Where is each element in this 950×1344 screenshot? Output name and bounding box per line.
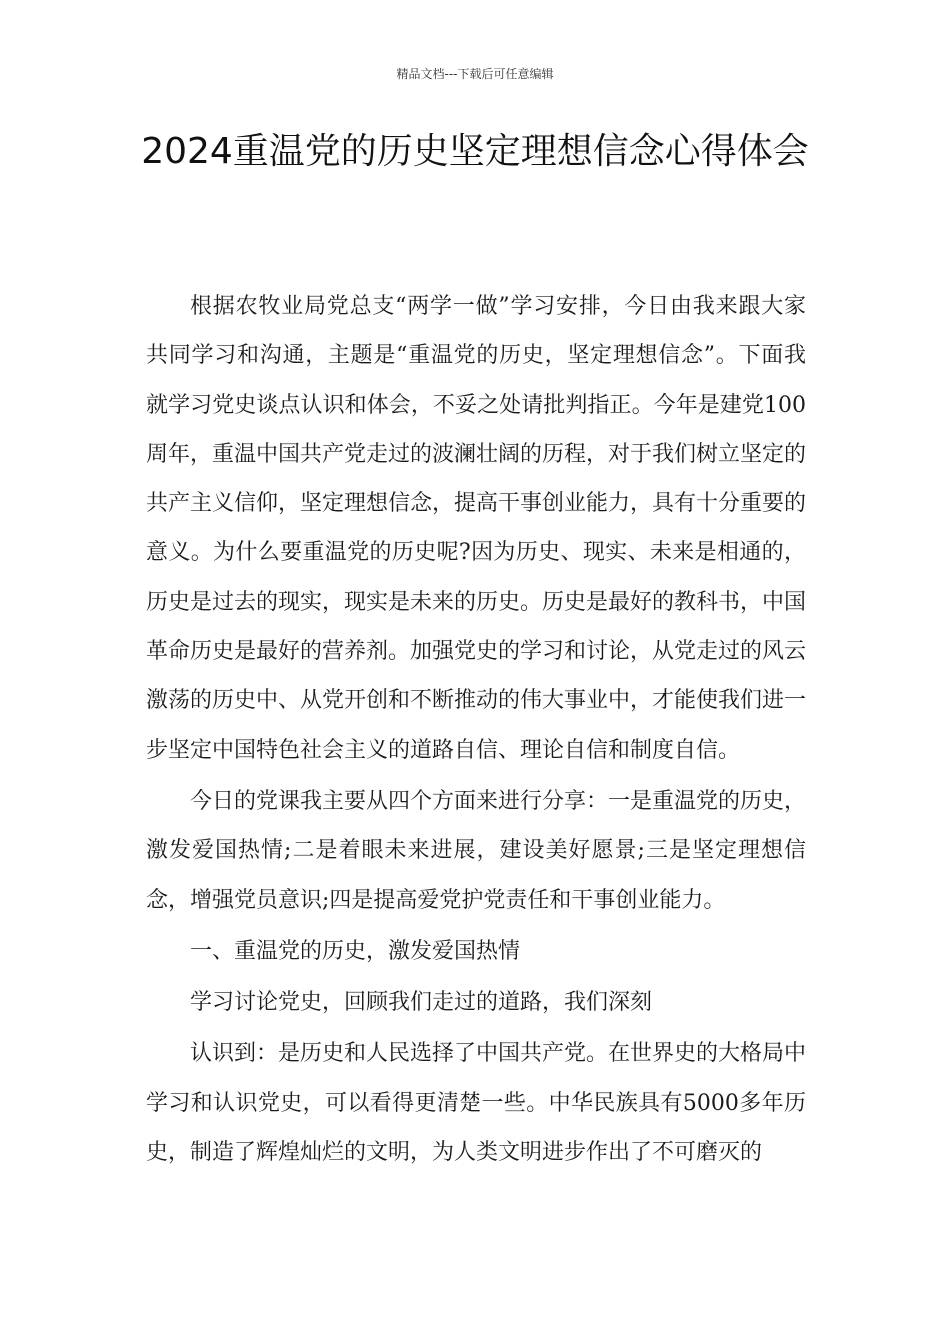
document-body bbox=[146, 282, 806, 1179]
document-title: 2024重温党的历史坚定理想信念心得体会 bbox=[141, 131, 809, 172]
page-header: 精品文档---下载后可任意编辑 bbox=[396, 67, 554, 81]
paragraph-recognition: 认识到：是历史和人民选择了中国共产党。在世界史的大格局中学习和认识党史，可以看得更清楚一些。中华民族具有5000多年历史，制造了辉煌灿烂的文明，为人类文明进步作出了不可磨灭的 bbox=[146, 1041, 807, 1166]
paragraph-intro: 根据农牧业局党总支“两学一做”学习安排，今日由我来跟大家共同学习和沟通，主题是“重温党的历史，坚定理想信念”。下面我就学习党史谈点认识和体会，不妥之处请批判指正。今年是建党100周年，重温中国共产党走过的波澜壮阔的历程，对于我们树立坚定的共产主义信仰，坚定理想信念，提高干事创业能力，具有十分重要的意义。为什么要重温党的历史呢?因为历史、现实、未来是相通的，历史是过去的现实，现实是未来的历史。历史是最好的教科书，中国革命历史是最好的营养剂。加强党史的学习和讨论，从党走过的风云激荡的历史中、从党开创和不断推动的伟大事业中，才能使我们进一步坚定中国特色社会主义的道路自信、理论自信和制度自信。 bbox=[146, 294, 807, 763]
section-heading-1: 一、重温党的历史，激发爱国热情 bbox=[190, 938, 521, 964]
paragraph-outline: 今日的党课我主要从四个方面来进行分享：一是重温党的历史，激发爱国热情;二是着眼未来进展，建设美好愿景;三是坚定理想信念，增强党员意识;四是提高爱党护党责任和干事创业能力。 bbox=[146, 788, 807, 913]
paragraph-study: 学习讨论党史，回顾我们走过的道路，我们深刻 bbox=[190, 990, 653, 1016]
